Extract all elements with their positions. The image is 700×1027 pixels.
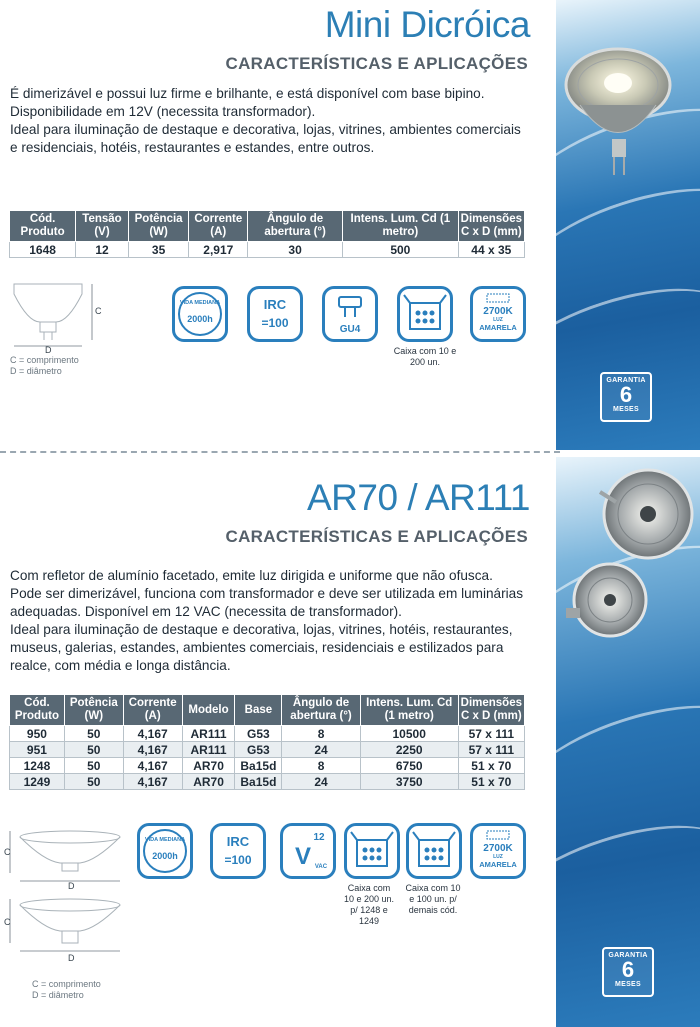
description-line: Ideal para iluminação de destaque e decorativa, lojas, vitrines, ambientes comerciais e residenciais, hotéis, restaurantes e estandes, entre outros. (10, 122, 521, 155)
legend (32, 979, 101, 1001)
section-ar70-ar111 (0, 457, 700, 1027)
light-label: LUZ (493, 854, 503, 860)
table-row (10, 774, 525, 790)
legend-line: D = diâmetro (10, 366, 62, 376)
table-cell: G53 (235, 726, 282, 742)
dim-label-c: C (95, 306, 102, 316)
description-line: Ideal para iluminação de destaque e decorativa, lojas, vitrines, hotéis, restaurantes, museus, galerias, estandes, ambientes comerciais, residenciais e estilizados para realce, com média e longa distância. (10, 622, 513, 673)
table-cell: 500 (343, 242, 459, 258)
col-header: Dimensões C x D (mm) (458, 695, 524, 726)
life-value: 2000h (152, 851, 178, 861)
page-title: AR70 / AR111 (307, 477, 530, 518)
spec-table (9, 694, 525, 790)
voltage-icon (280, 823, 336, 879)
warranty-unit: MESES (614, 981, 641, 988)
dim-label-d: D (68, 881, 75, 891)
table-cell: 4,167 (123, 726, 182, 742)
table-cell: 1648 (10, 242, 76, 258)
table-cell: G53 (235, 742, 282, 758)
warranty-badge (600, 372, 652, 422)
voltage-unit: VAC (314, 864, 328, 870)
legend-line: D = diâmetro (32, 990, 84, 1000)
table-cell: 24 (282, 774, 360, 790)
table-cell: 1249 (10, 774, 65, 790)
box-icon (406, 823, 462, 879)
description-line: Com refletor de alumínio facetado, emite luz dirigida e uniforme que não ofusca. (10, 568, 493, 583)
col-header: Tensão (V) (76, 211, 129, 242)
col-header: Cód. Produto (10, 695, 65, 726)
col-header: Cód. Produto (10, 211, 76, 242)
description (10, 85, 526, 157)
voltage-letter: V (294, 843, 312, 870)
box-caption: Caixa com 10 e 100 un. p/ demais cód. (405, 883, 461, 915)
col-header: Ângulo de abertura (°) (248, 211, 343, 242)
description-line: Pode ser dimerizável, funciona com transformador e deve ser utilizada em luminárias adequadas. Disponível em 12 VAC (necessita de transformador). (10, 586, 524, 619)
ar111-lamp-image (560, 462, 698, 647)
box-icon (397, 286, 453, 342)
irc-icon (210, 823, 266, 879)
table-cell: 950 (10, 726, 65, 742)
section-subtitle: CARACTERÍSTICAS E APLICAÇÕES (225, 527, 528, 546)
dim-label-c: C (4, 917, 11, 927)
color-temp-value: 2700K (483, 843, 513, 854)
dimension-diagram (4, 817, 124, 967)
table-cell: AR111 (182, 726, 235, 742)
table-cell: 44 x 35 (458, 242, 524, 258)
irc-label: IRC (263, 297, 287, 312)
page-title: Mini Dicróica (324, 4, 530, 45)
table-cell: 2250 (360, 742, 458, 758)
life-label: VIDA MEDIANA (144, 837, 186, 843)
irc-value: =100 (224, 853, 252, 867)
irc-value: =100 (261, 316, 289, 330)
col-header: Intens. Lum. Cd (1 metro) (360, 695, 458, 726)
table-cell: 35 (128, 242, 189, 258)
box-caption: Caixa com 10 e 200 un. (393, 346, 457, 367)
description-line: Disponibilidade em 12V (necessita transformador). (10, 104, 316, 119)
light-type: AMARELA (479, 860, 517, 869)
dichroic-lamp-image (560, 35, 680, 185)
section-subtitle: CARACTERÍSTICAS E APLICAÇÕES (225, 54, 528, 73)
table-row (10, 758, 525, 774)
irc-label: IRC (226, 834, 250, 849)
life-value: 2000h (187, 314, 213, 324)
col-header: Dimensões C x D (mm) (458, 211, 524, 242)
warranty-label: GARANTIA (608, 952, 648, 959)
box-caption: Caixa com 10 e 200 un. p/ 1248 e 1249 (343, 883, 395, 926)
table-cell: Ba15d (235, 774, 282, 790)
col-header: Corrente (A) (189, 211, 248, 242)
warranty-badge (602, 947, 654, 997)
irc-icon (247, 286, 303, 342)
table-cell: 50 (64, 742, 123, 758)
section-mini-dicroica (0, 0, 700, 450)
section-divider (0, 451, 560, 453)
legend-line: C = comprimento (32, 979, 101, 989)
table-cell: 51 x 70 (458, 758, 524, 774)
col-header: Base (235, 695, 282, 726)
col-header: Modelo (182, 695, 235, 726)
description-line: É dimerizável e possui luz firme e brilhante, e está disponível com base bipino. (10, 86, 485, 101)
description (10, 567, 526, 675)
warranty-value: 6 (621, 957, 635, 982)
col-header: Corrente (A) (123, 695, 182, 726)
table-cell: 10500 (360, 726, 458, 742)
light-type: AMARELA (479, 323, 517, 332)
col-header: Potência (W) (64, 695, 123, 726)
legend-line: C = comprimento (10, 355, 79, 365)
col-header: Potência (W) (128, 211, 189, 242)
spec-table (9, 210, 525, 258)
warranty-unit: MESES (612, 406, 639, 413)
table-cell: AR111 (182, 742, 235, 758)
dim-label-d: D (68, 953, 75, 963)
table-cell: Ba15d (235, 758, 282, 774)
table-row (10, 726, 525, 742)
warranty-label: GARANTIA (606, 377, 646, 384)
light-label: LUZ (493, 317, 503, 323)
table-cell: 12 (76, 242, 129, 258)
col-header: Intens. Lum. Cd (1 metro) (343, 211, 459, 242)
warranty-value: 6 (619, 382, 633, 407)
table-cell: AR70 (182, 758, 235, 774)
table-cell: 57 x 111 (458, 742, 524, 758)
table-cell: 3750 (360, 774, 458, 790)
table-row (10, 742, 525, 758)
table-cell: 8 (282, 726, 360, 742)
box-icon (344, 823, 400, 879)
table-cell: 4,167 (123, 774, 182, 790)
table-cell: 951 (10, 742, 65, 758)
col-header: Ângulo de abertura (°) (282, 695, 360, 726)
table-cell: 50 (64, 774, 123, 790)
base-gu4-icon (322, 286, 378, 342)
table-cell: 6750 (360, 758, 458, 774)
table-cell: 50 (64, 726, 123, 742)
table-cell: 2,917 (189, 242, 248, 258)
dimension-diagram (6, 278, 106, 354)
base-label: GU4 (339, 324, 361, 335)
table-cell: 4,167 (123, 758, 182, 774)
table-cell: 51 x 70 (458, 774, 524, 790)
table-cell: AR70 (182, 774, 235, 790)
table-cell: 1248 (10, 758, 65, 774)
table-cell: 24 (282, 742, 360, 758)
table-cell: 4,167 (123, 742, 182, 758)
table-cell: 30 (248, 242, 343, 258)
legend (10, 355, 79, 377)
dim-label-d: D (45, 345, 52, 354)
table-cell: 8 (282, 758, 360, 774)
color-temp-icon (470, 823, 526, 879)
lifetime-icon (137, 823, 193, 879)
life-label: VIDA MEDIANA (179, 300, 221, 306)
voltage-value: 12 (313, 832, 325, 843)
dim-label-c: C (4, 847, 11, 857)
color-temp-icon (470, 286, 526, 342)
table-cell: 50 (64, 758, 123, 774)
table-row (10, 242, 525, 258)
color-temp-value: 2700K (483, 306, 513, 317)
lifetime-icon (172, 286, 228, 342)
table-cell: 57 x 111 (458, 726, 524, 742)
